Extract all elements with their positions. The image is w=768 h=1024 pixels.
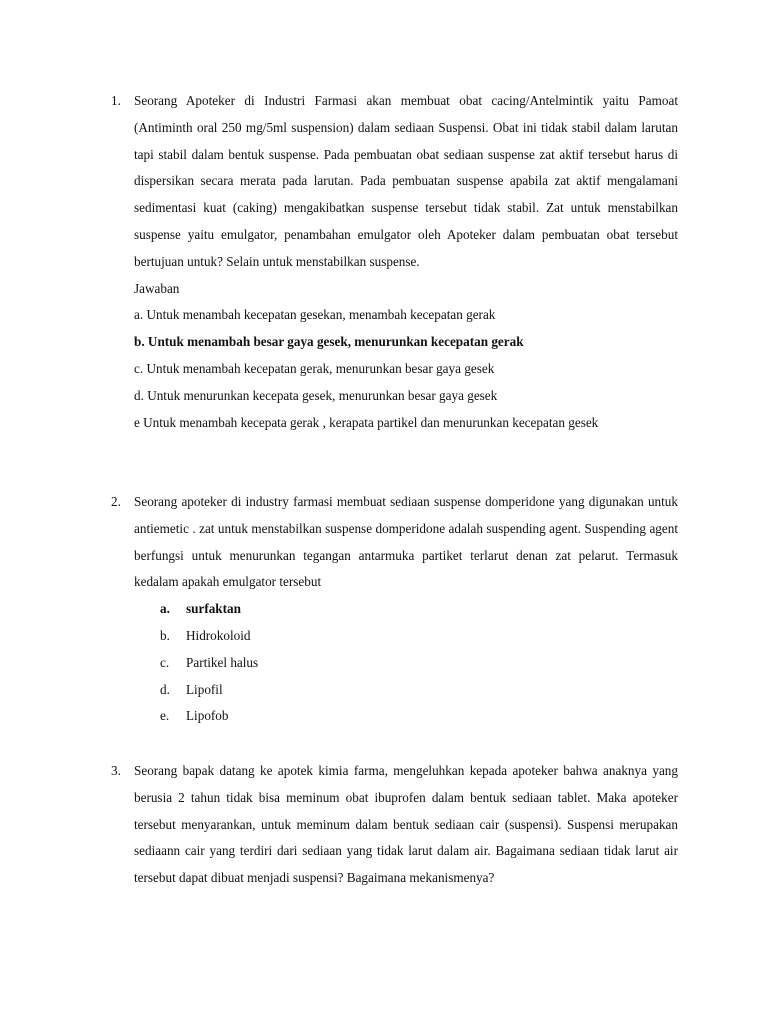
option-letter: d. (160, 681, 170, 697)
option-letter: c. (160, 654, 170, 670)
question-1-text: Seorang Apoteker di Industri Farmasi akan membuat obat cacing/Antelmintik yaitu Pamoat (Antiminth oral 250 mg/5ml suspension) dalam sediaan Suspensi. Obat ini tidak stabil dalam larutan tapi stabil dalam bentuk suspense. Pada pembuatan obat sediaan suspense zat aktif tersebut harus di dispersikan secara merata pada larutan. Pada pembuatan suspense apabila zat aktif mengalamani sedimentasi kuat (caking) mengakibatkan suspense tersebut tidak stabil. Zat untuk menstabilkan suspense yaitu emulgator, penambahan emulgator oleh Apoteker dalam pembuatan obat tersebut bertujuan untuk? Selain untuk menstabilkan suspense. (134, 93, 678, 269)
question-2-option-b (134, 623, 678, 650)
question-3-text: Seorang bapak datang ke apotek kimia farma, mengeluhkan kepada apoteker bahwa anaknya yang berusia 2 tahun tidak bisa meminum obat ibuprofen dalam bentuk sediaan tablet. Maka apoteker tersebut menyarankan, untuk meminum dalam bentuk sediaan cair (suspensi). Suspensi merupakan sediaann cair yang terdiri dari sediaan yang tidak larut dalam air. Bagaimana sediaan tidak larut air tersebut dapat dibuat menjadi suspensi? Bagaimana mekanismenya? (134, 763, 678, 886)
question-2-option-d (134, 677, 678, 704)
option-letter: e. (160, 708, 170, 724)
question-2 (134, 489, 678, 730)
question-1-answer-label: Jawaban (134, 280, 180, 296)
question-2-option-c (134, 650, 678, 677)
question-2-option-a-correct (134, 596, 678, 623)
option-letter: b. (160, 627, 170, 643)
question-1-option-a: a. Untuk menambah kecepatan gesekan, menambah kecepatan gerak (134, 307, 496, 323)
question-2-option-e (134, 703, 678, 730)
option-text: surfaktan (186, 601, 241, 617)
question-1-option-d: d. Untuk menurunkan kecepata gesek, menurunkan besar gaya gesek (134, 387, 498, 403)
option-text: Hidrokoloid (186, 627, 251, 643)
question-1-option-b-correct: b. Untuk menambah besar gaya gesek, menurunkan kecepatan gerak (134, 334, 524, 350)
option-letter: a. (160, 601, 170, 617)
option-text: Partikel halus (186, 654, 259, 670)
question-1-option-c: c. Untuk menambah kecepatan gerak, menurunkan besar gaya gesek (134, 360, 495, 376)
question-2-text: Seorang apoteker di industry farmasi membuat sediaan suspense domperidone yang digunakan untuk antiemetic . zat untuk menstabilkan suspense domperidone adalah suspending agent. Suspending agent berfungsi untuk menurunkan tegangan antarmuka partiket terlarut denan zat pelarut. Termasuk kedalam apakah emulgator tersebut (134, 494, 678, 590)
question-2-number: 2. (111, 494, 121, 509)
question-3-number: 3. (111, 763, 121, 778)
question-1-number: 1. (111, 93, 121, 108)
question-1-option-e: e Untuk menambah kecepata gerak , kerapata partikel dan menurunkan kecepatan gesek (134, 414, 599, 430)
option-text: Lipofob (186, 708, 229, 724)
question-1 (134, 88, 678, 436)
option-text: Lipofil (186, 681, 223, 697)
question-3 (134, 758, 678, 892)
